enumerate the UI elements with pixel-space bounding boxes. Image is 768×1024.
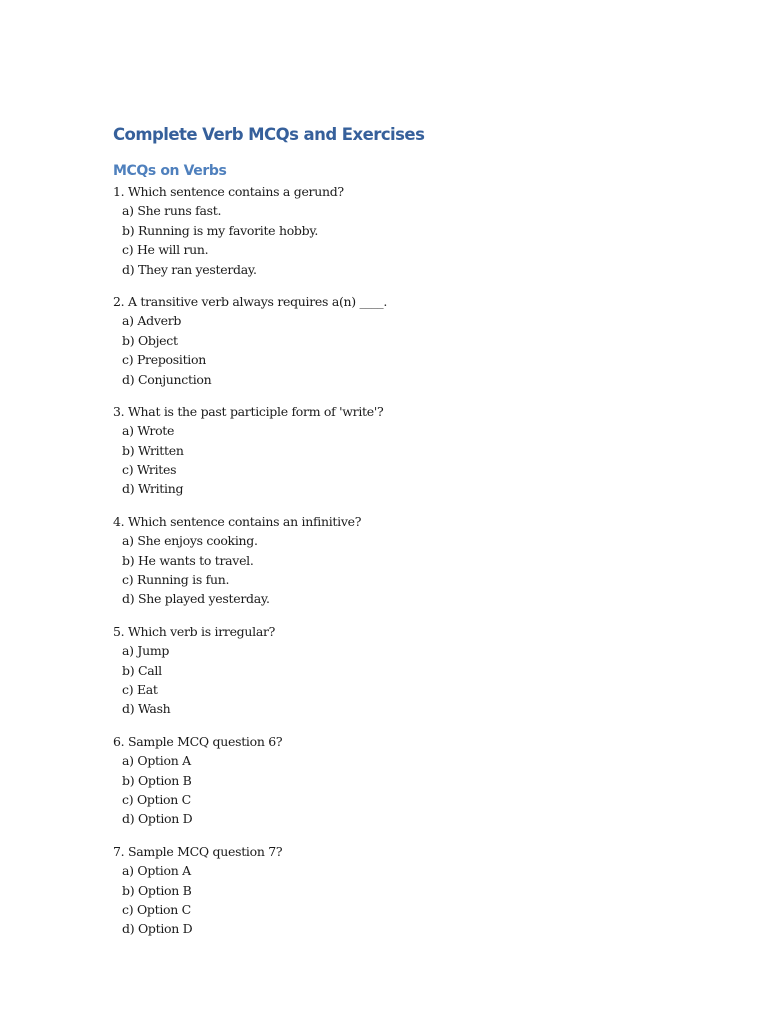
question-text: 1. Which sentence contains a gerund? — [113, 184, 344, 199]
answer-option: c) Running is fun. — [122, 572, 230, 588]
answer-option: a) She enjoys cooking. — [122, 533, 258, 549]
answer-option: d) She played yesterday. — [122, 591, 270, 607]
answer-option: d) Wash — [122, 701, 171, 717]
mcq-question — [113, 292, 673, 389]
answer-option: b) He wants to travel. — [122, 552, 254, 568]
answer-option: c) Preposition — [122, 352, 206, 368]
answer-option: b) Written — [122, 442, 184, 458]
answer-option: b) Option B — [122, 772, 192, 788]
answer-option: b) Running is my favorite hobby. — [122, 222, 319, 238]
document-page — [113, 123, 673, 939]
answer-option: d) They ran yesterday. — [122, 261, 257, 277]
answer-option: c) Option C — [122, 791, 191, 807]
answer-option: d) Conjunction — [122, 371, 212, 387]
answer-option: c) Eat — [122, 681, 158, 697]
question-list — [113, 182, 673, 939]
section-heading: MCQs on Verbs — [113, 163, 227, 179]
question-text: 4. Which sentence contains an infinitive? — [113, 513, 362, 529]
mcq-question — [113, 842, 673, 939]
question-text: 7. Sample MCQ question 7? — [113, 843, 283, 859]
answer-option: a) Adverb — [122, 313, 182, 329]
mcq-question — [113, 622, 673, 719]
question-text: 3. What is the past participle form of 'write'? — [113, 403, 384, 419]
answer-option: d) Writing — [122, 481, 184, 497]
answer-option: a) Option A — [122, 863, 191, 879]
answer-option: d) Option D — [122, 921, 193, 937]
answer-option: d) Option D — [122, 811, 193, 827]
answer-option: c) Option C — [122, 901, 191, 917]
mcq-question — [113, 732, 673, 829]
answer-option: c) Writes — [122, 462, 177, 478]
answer-option: a) Wrote — [122, 423, 175, 439]
question-text: 6. Sample MCQ question 6? — [113, 733, 283, 749]
question-text: 2. A transitive verb always requires a(n) ____. — [113, 293, 388, 309]
document-title: Complete Verb MCQs and Exercises — [113, 125, 425, 144]
answer-option: a) She runs fast. — [122, 203, 222, 219]
answer-option: a) Option A — [122, 753, 191, 769]
mcq-question — [113, 182, 673, 279]
mcq-question — [113, 402, 673, 499]
answer-option: a) Jump — [122, 643, 170, 659]
answer-option: c) He will run. — [122, 242, 209, 258]
mcq-question — [113, 512, 673, 609]
answer-option: b) Object — [122, 332, 178, 348]
question-text: 5. Which verb is irregular? — [113, 623, 276, 639]
answer-option: b) Option B — [122, 882, 192, 898]
answer-option: b) Call — [122, 662, 162, 678]
